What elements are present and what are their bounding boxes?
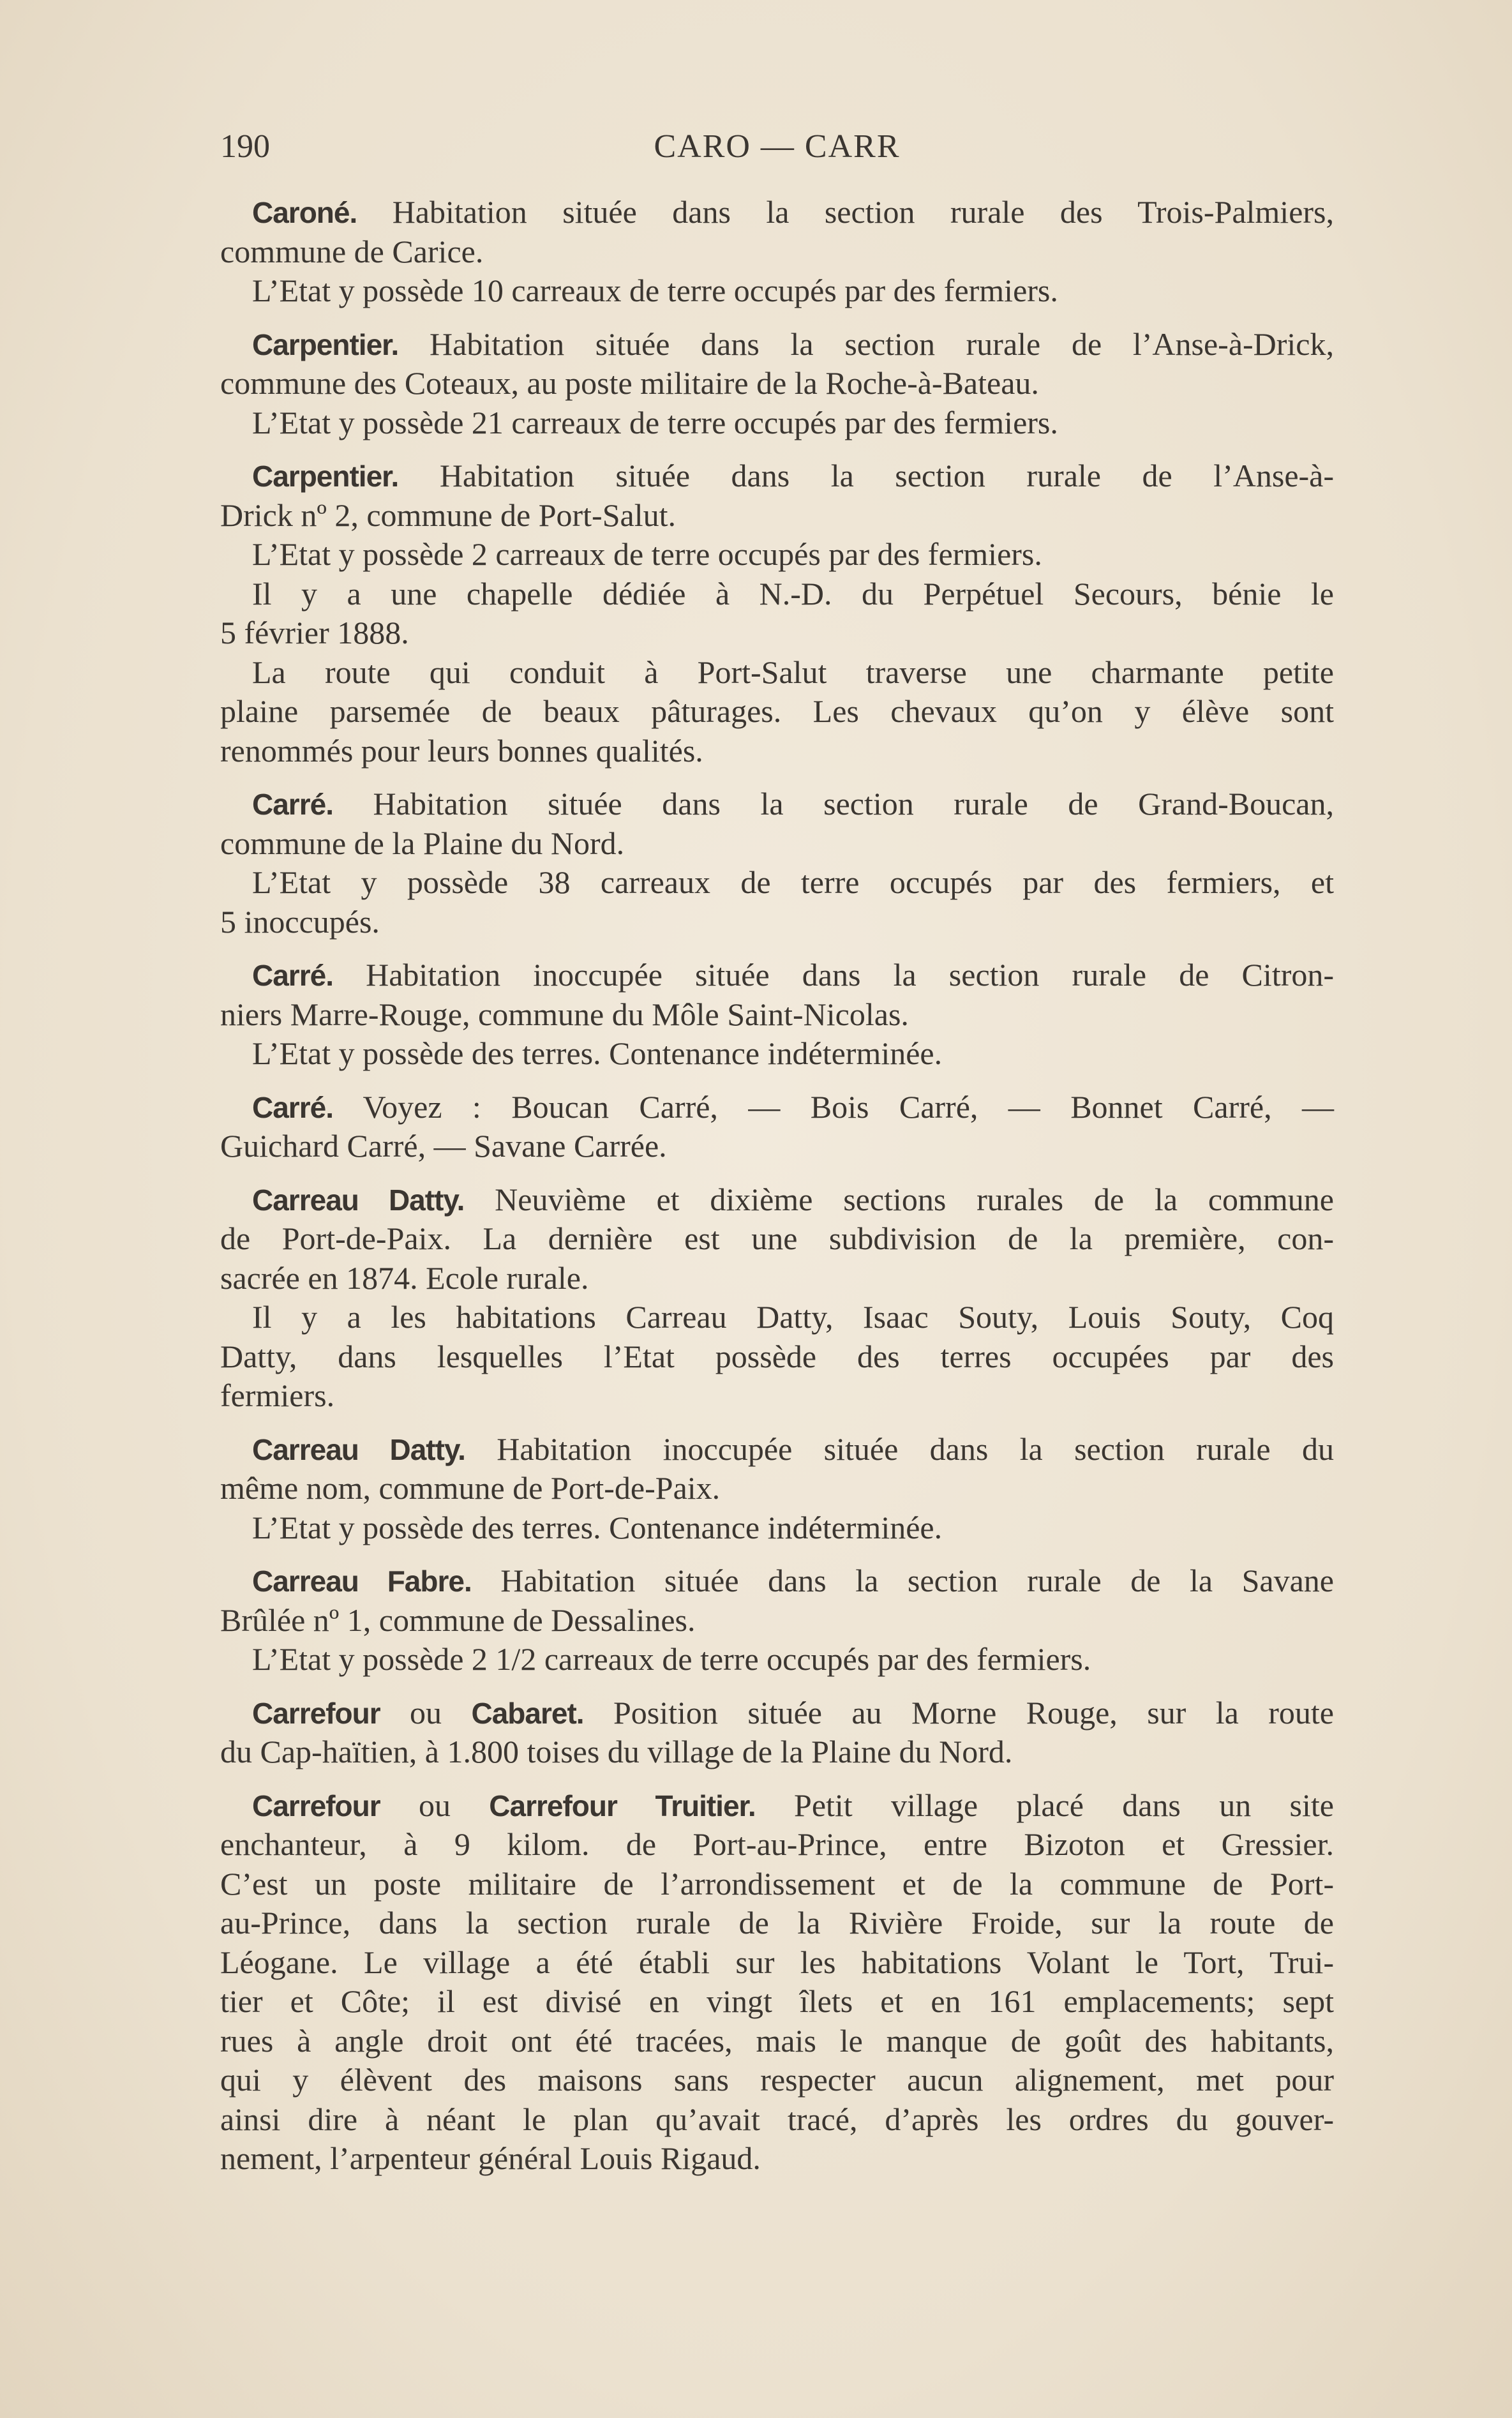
entry-text: L’Etat y possède 38 carreaux de terre occupés par des fermiers, et (252, 864, 1334, 900)
entry-text: Habitation située dans la section rurale de Grand-Boucan, (333, 786, 1334, 822)
paragraph (220, 863, 1334, 942)
entry-text: L’Etat y possède 2 1/2 carreaux de terre occupés par des fermiers. (252, 1641, 1091, 1677)
entry-text: Neuvième et dixième sections rurales de la commune (464, 1181, 1334, 1217)
text-line (220, 1219, 1334, 1259)
paragraph (220, 403, 1334, 443)
paragraph (220, 956, 1334, 1034)
entry-headword: Carreau Fabre. (252, 1565, 472, 1598)
text-line (220, 903, 1334, 942)
entry-headword: Carré. (252, 959, 333, 992)
text-line (220, 1904, 1334, 1943)
paragraph (220, 1640, 1334, 1679)
entry-headword: Carrefour (252, 1696, 380, 1730)
paragraph (220, 271, 1334, 311)
paragraph (220, 535, 1334, 574)
paragraph (220, 1508, 1334, 1548)
entry-headword: Carpentier. (252, 460, 399, 493)
text-line (220, 1561, 1334, 1601)
entry (220, 325, 1334, 443)
entry-text: plaine parsemée de beaux pâturages. Les chevaux qu’on y élève sont (220, 693, 1334, 729)
paragraph (220, 1088, 1334, 1166)
text-line (220, 863, 1334, 903)
paragraph (220, 1786, 1334, 2179)
entry-text: Habitation inoccupée située dans la section rurale de Citron- (333, 957, 1334, 993)
text-line (220, 1337, 1334, 1377)
entry-text: L’Etat y possède 21 carreaux de terre occupés par des fermiers. (252, 404, 1058, 440)
text-line (220, 613, 1334, 653)
entry-text: niers Marre-Rouge, commune du Môle Saint-Nicolas. (220, 996, 909, 1032)
paragraph (220, 325, 1334, 403)
text-line (220, 535, 1334, 574)
entry-text: du Cap-haïtien, à 1.800 toises du village de la Plaine du Nord. (220, 1734, 1013, 1769)
text-line (220, 995, 1334, 1035)
entry-headword: Carpentier. (252, 327, 399, 361)
paragraph (220, 1180, 1334, 1298)
entry-text: Il y a les habitations Carreau Datty, Isaac Souty, Louis Souty, Coq (252, 1299, 1334, 1335)
paragraph (220, 653, 1334, 771)
entry (220, 456, 1334, 770)
paragraph (220, 1034, 1334, 1074)
entry-text: L’Etat y possède des terres. Contenance indéterminée. (252, 1509, 943, 1545)
text-line (220, 653, 1334, 693)
entry (220, 1693, 1334, 1772)
entry-text: enchanteur, à 9 kilom. de Port-au-Prince, entre Bizoton et Gressier. (220, 1826, 1334, 1862)
text-line (220, 1430, 1334, 1469)
entry-headword: Carreau Datty. (252, 1432, 465, 1466)
page-header (220, 128, 1334, 179)
entry-text: tier et Côte; il est divisé en vingt îlets et en 161 emplacements; sept (220, 1983, 1334, 2019)
text-line (220, 2061, 1334, 2100)
entry-text: 5 inoccupés. (220, 903, 380, 940)
text-line (220, 193, 1334, 232)
book-page (220, 128, 1334, 2179)
entry (220, 1180, 1334, 1416)
entry-text: au-Prince, dans la section rurale de la Rivière Froide, sur la route de (220, 1905, 1334, 1941)
text-line (220, 496, 1334, 536)
entry-text: L’Etat y possède 10 carreaux de terre occupés par des fermiers. (252, 273, 1058, 308)
text-line (220, 403, 1334, 443)
paragraph (220, 1298, 1334, 1416)
entry-text: Drick nº 2, commune de Port-Salut. (220, 497, 676, 533)
entry (220, 1561, 1334, 1679)
text-line (220, 692, 1334, 732)
paragraph (220, 574, 1334, 653)
entry-headword: Cabaret. (471, 1696, 584, 1730)
text-line (220, 2100, 1334, 2140)
entry-headword: Carreau Datty. (252, 1183, 465, 1217)
entry-text: qui y élèvent des maisons sans respecter aucun alignement, met pour (220, 2062, 1334, 2098)
text-line (220, 1693, 1334, 1733)
entry-text: rues à angle droit ont été tracées, mais le manque de goût des habitants, (220, 2022, 1334, 2059)
text-line (220, 574, 1334, 614)
entry-text: ou (380, 1787, 490, 1823)
text-line (220, 732, 1334, 771)
entry-text: Habitation située dans la section rurale de la Savane (471, 1563, 1334, 1598)
text-line (220, 364, 1334, 403)
entry (220, 193, 1334, 311)
entry-text: sacrée en 1874. Ecole rurale. (220, 1259, 589, 1296)
entry-text: Habitation située dans la section rurale de l’Anse-à-Drick, (398, 326, 1334, 362)
entry (220, 1786, 1334, 2179)
text-line (220, 1508, 1334, 1548)
entry-headword: Caroné. (252, 196, 357, 229)
entry-text: L’Etat y possède 2 carreaux de terre occupés par des fermiers. (252, 536, 1042, 572)
entry-text: Guichard Carré, — Savane Carrée. (220, 1128, 667, 1164)
entry-headword: Carrefour (252, 1789, 380, 1822)
text-line (220, 1034, 1334, 1074)
text-line (220, 1982, 1334, 2022)
text-line (220, 2139, 1334, 2179)
gazetteer-entries (220, 193, 1334, 2179)
entry-text: Il y a une chapelle dédiée à N.-D. du Perpétuel Secours, bénie le (252, 575, 1334, 612)
text-line (220, 1127, 1334, 1166)
entry-text: Habitation inoccupée située dans la section rurale du (465, 1431, 1334, 1467)
entry-text: fermiers. (220, 1378, 335, 1413)
entry-text: Brûlée nº 1, commune de Dessalines. (220, 1602, 696, 1638)
paragraph (220, 456, 1334, 535)
text-line (220, 456, 1334, 496)
text-line (220, 271, 1334, 311)
entry (220, 785, 1334, 942)
entry-text: L’Etat y possède des terres. Contenance indéterminée. (252, 1035, 943, 1071)
entry-text: Léogane. Le village a été établi sur les habitations Volant le Tort, Trui- (220, 1944, 1334, 1980)
text-line (220, 1825, 1334, 1865)
paragraph (220, 1430, 1334, 1508)
entry-headword: Carrefour Truitier. (489, 1789, 756, 1822)
entry-text: Datty, dans lesquelles l’Etat possède des terres occupées par des (220, 1338, 1334, 1374)
text-line (220, 1180, 1334, 1220)
text-line (220, 232, 1334, 272)
entry-text: ainsi dire à néant le plan qu’avait tracé, d’après les ordres du gouver- (220, 2101, 1334, 2137)
entry (220, 1088, 1334, 1166)
text-line (220, 1640, 1334, 1679)
entry (220, 956, 1334, 1074)
entry-text: Habitation située dans la section rurale de l’Anse-à- (398, 458, 1334, 493)
entry-text: commune de Carice. (220, 233, 484, 269)
text-line (220, 1088, 1334, 1127)
text-line (220, 1601, 1334, 1641)
page-number: 190 (220, 128, 270, 165)
text-line (220, 1469, 1334, 1508)
text-line (220, 1732, 1334, 1772)
entry-text: même nom, commune de Port-de-Paix. (220, 1470, 721, 1506)
text-line (220, 1298, 1334, 1337)
text-line (220, 325, 1334, 364)
entry-text: de Port-de-Paix. La dernière est une subdivision de la première, con- (220, 1220, 1334, 1256)
entry-text: renommés pour leurs bonnes qualités. (220, 732, 703, 769)
text-line (220, 2022, 1334, 2061)
entry (220, 1430, 1334, 1548)
entry-text: Habitation située dans la section rurale des Trois-Palmiers, (357, 194, 1334, 230)
text-line (220, 1943, 1334, 1983)
paragraph (220, 1693, 1334, 1772)
text-line (220, 956, 1334, 995)
text-line (220, 1865, 1334, 1904)
running-head: CARO — CARR (654, 128, 901, 165)
entry-text: Position située au Morne Rouge, sur la route (583, 1694, 1335, 1731)
entry-text: ou (380, 1694, 472, 1731)
entry-text: Petit village placé dans un site (755, 1787, 1334, 1823)
text-line (220, 824, 1334, 864)
entry-text: nement, l’arpenteur général Louis Rigaud. (220, 2140, 761, 2176)
paragraph (220, 193, 1334, 271)
text-line (220, 1259, 1334, 1298)
entry-text: Voyez : Boucan Carré, — Bois Carré, — Bonnet Carré, — (333, 1088, 1334, 1125)
paragraph (220, 785, 1334, 863)
entry-text: commune de la Plaine du Nord. (220, 825, 625, 861)
entry-text: commune des Coteaux, au poste militaire de la Roche-à-Bateau. (220, 365, 1039, 401)
entry-text: 5 février 1888. (220, 615, 409, 650)
entry-headword: Carré. (252, 788, 333, 821)
text-line (220, 785, 1334, 824)
paragraph (220, 1561, 1334, 1640)
entry-headword: Carré. (252, 1090, 333, 1124)
text-line (220, 1376, 1334, 1416)
entry-text: C’est un poste militaire de l’arrondissement et de la commune de Port- (220, 1865, 1334, 1902)
text-line (220, 1786, 1334, 1826)
entry-text: La route qui conduit à Port-Salut traverse une charmante petite (252, 654, 1334, 690)
